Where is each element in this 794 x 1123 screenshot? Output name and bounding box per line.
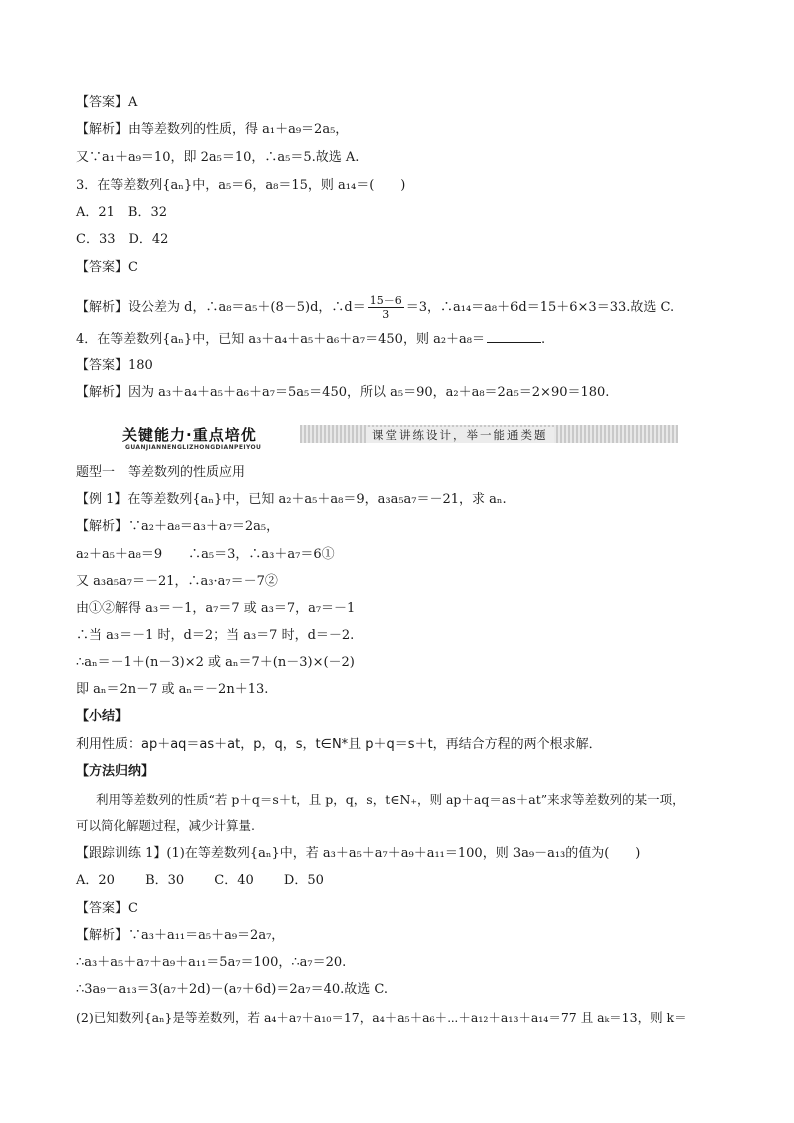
fraction bbox=[368, 294, 404, 321]
answer-line: 【答案】C bbox=[76, 260, 138, 275]
banner-subtitle: 课堂讲练设计，举一能通类题 bbox=[366, 427, 554, 443]
analysis-line: ∴a₃＋a₅＋a₇＋a₉＋a₁₁＝5a₇＝100，∴a₇＝20. bbox=[76, 955, 347, 970]
analysis-text: 【解析】设公差为 d，∴a₈＝a₅＋(8－5)d，∴d＝ bbox=[76, 300, 366, 315]
question-3: 3．在等差数列{aₙ}中，a₅＝6，a₈＝15，则 a₁₄＝( ) bbox=[76, 178, 406, 193]
question-3-options: A．21 B．32 bbox=[76, 205, 168, 220]
analysis-line: 【解析】由等差数列的性质，得 a₁＋a₉＝2a₅， bbox=[76, 122, 349, 137]
method-text: 利用等差数列的性质“若 p＋q＝s＋t，且 p，q，s，t∈N₊，则 ap＋aq＝as＋at”来求等差数列的某一项， bbox=[96, 792, 685, 807]
answer-line: 【答案】180 bbox=[76, 358, 153, 373]
banner-title: 关键能力·重点培优 bbox=[122, 426, 257, 444]
example-1: 【例 1】在等差数列{aₙ}中，已知 a₂＋a₅＋a₈＝9，a₃a₅a₇＝－21，求 aₙ. bbox=[76, 492, 507, 507]
method-heading: 【方法归纳】 bbox=[76, 764, 155, 779]
analysis-line: 【解析】因为 a₃＋a₄＋a₅＋a₆＋a₇＝5a₅＝450，所以 a₅＝90，a₂＋a₈＝2a₅＝2×90＝180. bbox=[76, 385, 610, 400]
fraction-denominator: 3 bbox=[382, 308, 390, 321]
analysis-line: ∴aₙ＝－1＋(n－3)×2 或 aₙ＝7＋(n－3)×(－2) bbox=[76, 655, 355, 670]
analysis-line: ∴3a₉－a₁₃＝3(a₇＋2d)－(a₇＋6d)＝2a₇＝40.故选 C. bbox=[76, 982, 389, 997]
practice-1: 【跟踪训练 1】(1)在等差数列{aₙ}中，若 a₃＋a₅＋a₇＋a₉＋a₁₁＝100，则 3a₉－a₁₃的值为( ) bbox=[76, 846, 641, 861]
practice-1-options: A．20 B．30 C．40 D．50 bbox=[76, 873, 324, 888]
question-4 bbox=[76, 330, 545, 349]
analysis-line: 【解析】∵a₃＋a₁₁＝a₅＋a₉＝2a₇， bbox=[76, 928, 285, 943]
analysis-line: ∴当 a₃＝－1 时，d＝2；当 a₃＝7 时，d＝－2. bbox=[76, 628, 355, 643]
analysis-line: 由①②解得 a₃＝－1，a₇＝7 或 a₃＝7，a₇＝－1 bbox=[76, 601, 356, 616]
method-text: 可以简化解题过程，减少计算量. bbox=[76, 818, 255, 833]
question-4-end: . bbox=[541, 332, 546, 347]
question-4-text: 4．在等差数列{aₙ}中，已知 a₃＋a₄＋a₅＋a₆＋a₇＝450，则 a₂＋a₈＝ bbox=[76, 332, 485, 347]
analysis-line: 【解析】∵a₂＋a₈＝a₃＋a₇＝2a₅， bbox=[76, 519, 280, 534]
question-3-options: C．33 D．42 bbox=[76, 232, 169, 247]
analysis-line: 即 aₙ＝2n－7 或 aₙ＝－2n＋13. bbox=[76, 682, 269, 697]
summary-heading: 【小结】 bbox=[76, 709, 129, 724]
fraction-numerator: 15－6 bbox=[369, 294, 402, 307]
banner-pinyin: GUANJIANNENGLIZHONGDIANPEIYOU bbox=[125, 444, 262, 451]
practice-2: (2)已知数列{aₙ}是等差数列，若 a₄＋a₇＋a₁₀＝17，a₄＋a₅＋a₆＋⋯＋a₁₂＋a₁₃＋a₁₄＝77 且 aₖ＝13，则 k＝ bbox=[76, 1010, 687, 1025]
section-banner bbox=[120, 423, 678, 453]
summary-text: 利用性质：ap＋aq＝as＋at，p，q，s，t∈N*且 p＋q＝s＋t，再结合方程的两个根求解． bbox=[76, 737, 602, 752]
analysis-line: 又∵a₁＋a₉＝10，即 2a₅＝10，∴a₅＝5.故选 A. bbox=[76, 150, 360, 165]
analysis-text: ＝3，∴a₁₄＝a₈＋6d＝15＋6×3＝33.故选 C. bbox=[405, 300, 675, 315]
section-heading: 题型一 等差数列的性质应用 bbox=[76, 465, 246, 480]
answer-line: 【答案】A bbox=[76, 95, 138, 110]
analysis-line-fraction bbox=[76, 294, 674, 321]
fill-in-blank bbox=[487, 330, 541, 343]
answer-line: 【答案】C bbox=[76, 901, 138, 916]
analysis-line: 又 a₃a₅a₇＝－21，∴a₃·a₇＝－7② bbox=[76, 574, 278, 589]
analysis-line: a₂＋a₅＋a₈＝9 ∴a₅＝3，∴a₃＋a₇＝6① bbox=[76, 547, 335, 562]
